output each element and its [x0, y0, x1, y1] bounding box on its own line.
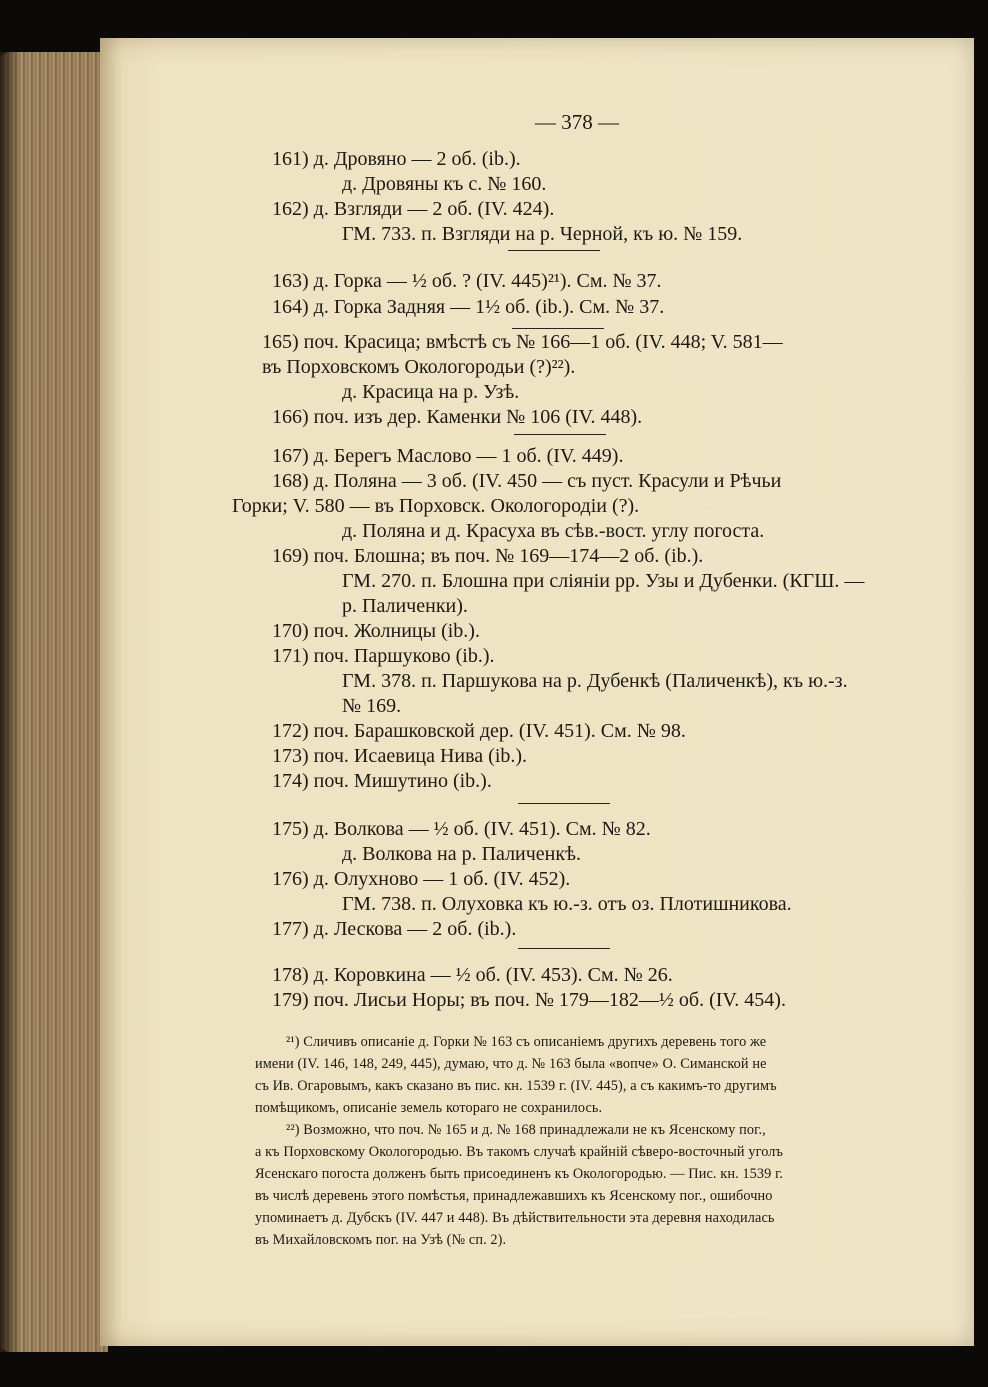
footnote-line: ²²) Возможно, что поч. № 165 и д. № 168 принадлежали не къ Ясенскому пог.,: [286, 1122, 766, 1138]
entry-line: 170) поч. Жолницы (ib.).: [272, 620, 480, 642]
book-edge-shadow: [0, 52, 20, 1352]
entry-line: 176) д. Олухново — 1 об. (IV. 452).: [272, 868, 571, 890]
entry-line: 168) д. Поляна — 3 об. (IV. 450 — съ пуст. Красули и Рѣчьи: [272, 470, 782, 492]
entry-line: 177) д. Лескова — 2 об. (ib.).: [272, 918, 517, 940]
footnote-line: упоминаетъ д. Дубскъ (IV. 447 и 448). Въ дѣйствительности эта деревня находилась: [255, 1210, 775, 1226]
entry-line: 166) поч. изъ дер. Каменки № 106 (IV. 448).: [272, 406, 643, 428]
entry-line: Горки; V. 580 — въ Порховск. Окологородіи (?).: [232, 495, 640, 517]
entry-line: ГМ. 738. п. Олуховка къ ю.-з. отъ оз. Плотишникова.: [342, 893, 792, 915]
entry-line: д. Красица на р. Узѣ.: [342, 381, 520, 403]
book-page: [100, 38, 974, 1346]
entry-line: 174) поч. Мишутино (ib.).: [272, 770, 492, 792]
section-rule: [508, 250, 600, 251]
footnote-line: ²¹) Сличивъ описаніе д. Горки № 163 съ описаніемъ другихъ деревень того же: [286, 1034, 767, 1050]
entry-line: 162) д. Взгляди — 2 об. (IV. 424).: [272, 198, 555, 220]
entry-line: 164) д. Горка Задняя — 1½ об. (ib.). См. № 37.: [272, 296, 665, 318]
footnote-line: а къ Порховскому Окологородью. Въ такомъ случаѣ крайній сѣверо-восточный уголъ: [255, 1144, 783, 1160]
entry-line: 173) поч. Исаевица Нива (ib.).: [272, 745, 528, 767]
footnote-line: въ числѣ деревень этого помѣстья, принадлежавшихъ къ Ясенскому пог., ошибочно: [255, 1188, 773, 1204]
footnote-line: помѣщикомъ, описаніе земель котораго не сохранилось.: [255, 1100, 603, 1116]
footnote-line: въ Михайловскомъ пог. на Узѣ (№ сп. 2).: [255, 1232, 507, 1248]
entry-line: д. Поляна и д. Красуха въ сѣв.-вост. углу погоста.: [342, 520, 765, 542]
entry-line: ГМ. 733. п. Взгляди на р. Черной, къ ю. № 159.: [342, 223, 743, 245]
entry-line: д. Дровяны къ с. № 160.: [342, 173, 547, 195]
section-rule: [518, 948, 610, 949]
entry-line: р. Паличенки).: [342, 595, 468, 617]
section-rule: [518, 803, 610, 804]
entry-line: № 169.: [342, 695, 402, 717]
entry-line: д. Волкова на р. Паличенкѣ.: [342, 843, 581, 865]
entry-line: 161) д. Дровяно — 2 об. (ib.).: [272, 148, 521, 170]
page-number: — 378 —: [535, 110, 619, 134]
footnote-line: имени (IV. 146, 148, 249, 445), думаю, что д. № 163 была «вопче» О. Симанской не: [255, 1056, 767, 1072]
footnote-line: Ясенскаго погоста долженъ быть присоединенъ къ Окологородью. — Пис. кн. 1539 г.: [255, 1166, 784, 1182]
footnote-line: съ Ив. Огаровымъ, какъ сказано въ пис. кн. 1539 г. (IV. 445), а съ какимъ-то другимъ: [255, 1078, 777, 1094]
entry-line: 179) поч. Лисьи Норы; въ поч. № 179—182—½ об. (IV. 454).: [272, 989, 786, 1011]
entry-line: 175) д. Волкова — ½ об. (IV. 451). См. № 82.: [272, 818, 651, 840]
entry-line: 178) д. Коровкина — ½ об. (IV. 453). См. № 26.: [272, 964, 673, 986]
entry-line: ГМ. 378. п. Паршукова на р. Дубенкѣ (Паличенкѣ), къ ю.-з.: [342, 670, 848, 692]
entry-line: 163) д. Горка — ½ об. ? (IV. 445)²¹). См. № 37.: [272, 270, 662, 292]
entry-line: 165) поч. Красица; вмѣстѣ съ № 166—1 об. (IV. 448; V. 581—: [262, 331, 783, 353]
entry-line: 167) д. Берегъ Маслово — 1 об. (IV. 449).: [272, 445, 624, 467]
entry-line: 172) поч. Барашковской дер. (IV. 451). См. № 98.: [272, 720, 686, 742]
entry-line: ГМ. 270. п. Блошна при сліяніи рр. Узы и Дубенки. (КГШ. —: [342, 570, 865, 592]
entry-line: 169) поч. Блошна; въ поч. № 169—174—2 об. (ib.).: [272, 545, 704, 567]
entry-line: въ Порховскомъ Окологородьи (?)²²).: [262, 356, 576, 378]
entry-line: 171) поч. Паршуково (ib.).: [272, 645, 495, 667]
section-rule: [514, 434, 606, 435]
